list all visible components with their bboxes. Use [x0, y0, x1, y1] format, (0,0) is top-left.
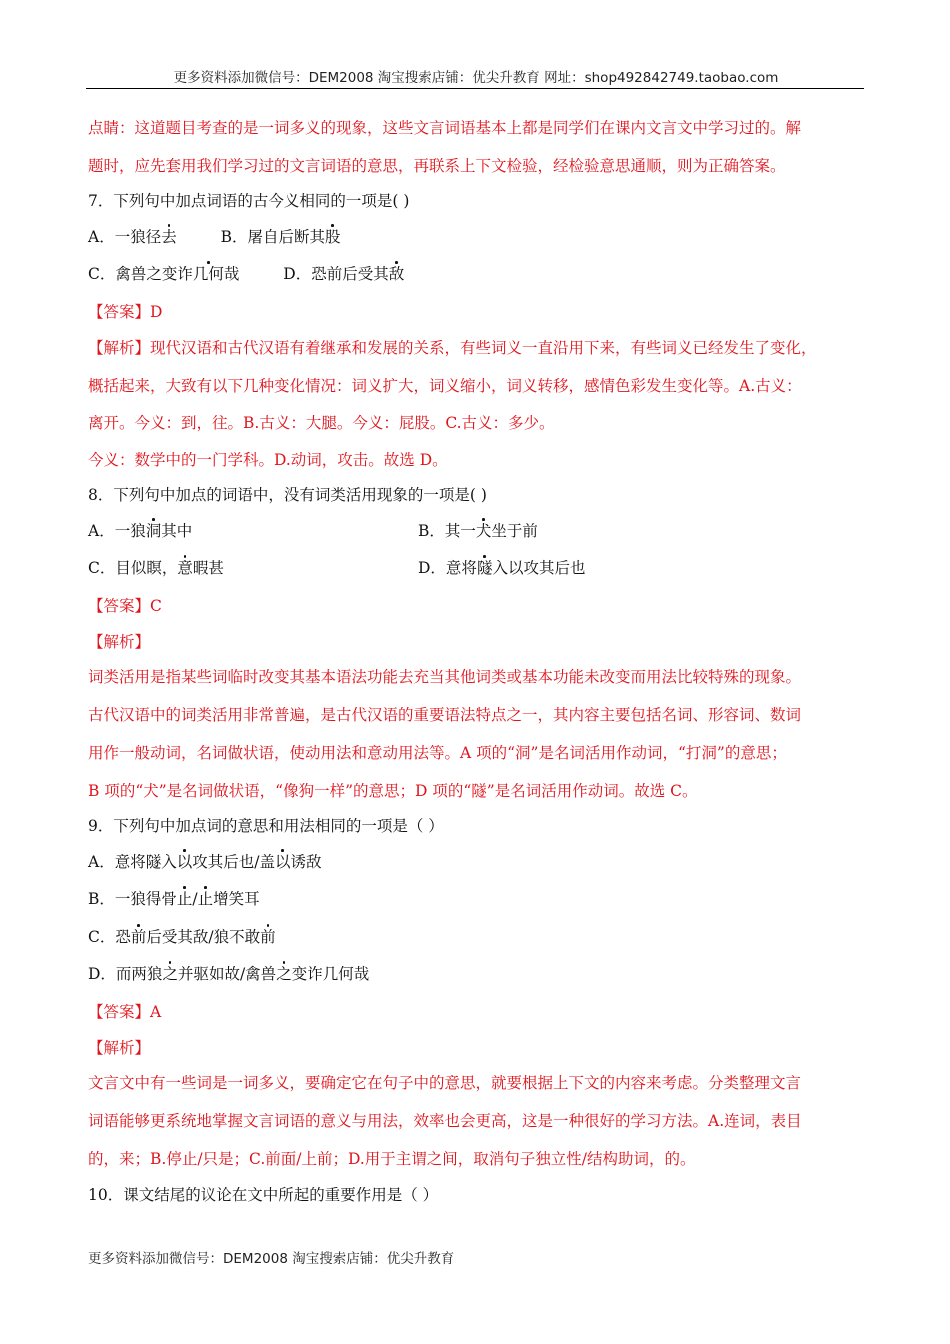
q7-option-b: B．屠自后断其股 [220, 228, 341, 246]
q7-explanation-2: 概括起来，大致有以下几种变化情况：词义扩大，词义缩小，词义转移，感情色彩发生变化等。A.古义： [88, 377, 802, 395]
tip-line-2: 题时，应先套用我们学习过的文言词语的意思，再联系上下文检验，经检验意思通顺，则为正确答案。 [88, 157, 786, 175]
q9-explanation-1: 文言文中有一些词是一词多义，要确定它在句子中的意思，就要根据上下文的内容来考虑。分类整理文言 [88, 1074, 802, 1092]
q8-explanation-head: 【解析】 [88, 633, 151, 651]
q8-explanation-4: B 项的“犬”是名词做状语，“像狗一样”的意思；D 项的“隧”是名词活用作动词。故选 C。 [88, 782, 698, 800]
q7-options-ab [88, 227, 341, 247]
q8-option-d: D．意将隧入以攻其后也 [418, 559, 586, 577]
q8-explanation-1: 词类活用是指某些词临时改变其基本语法功能去充当其他词类或基本功能未改变而用法比较特殊的现象。 [88, 668, 802, 686]
q9-explanation-2: 词语能够更系统地掌握文言词语的意义与用法，效率也会更高，这是一种很好的学习方法。A.连词，表目 [88, 1112, 802, 1130]
q8-explanation-2: 古代汉语中的词类活用非常普遍，是古代汉语的重要语法特点之一，其内容主要包括名词、形容词、数词 [88, 706, 802, 724]
q8-options-ab [88, 521, 864, 541]
q7-options-cd [88, 264, 404, 284]
page-header: 更多资料添加微信号：DEM2008 淘宝搜索店铺：优尖升教育 网址：shop492842749.taobao.com [173, 70, 779, 86]
q9-option-c: C．恐前后受其敌/狼不敢前 [88, 928, 276, 946]
q8-option-c: C．目似瞑，意暇甚 [88, 559, 224, 577]
q9-option-b: B．一狼得骨止/止增笑耳 [88, 890, 260, 908]
q7-explanation-1: 【解析】现代汉语和古代汉语有着继承和发展的关系，有些词义一直沿用下来，有些词义已经发生了变化， [88, 339, 817, 357]
page-footer: 更多资料添加微信号：DEM2008 淘宝搜索店铺：优尖升教育 [88, 1251, 455, 1267]
q9-option-a: A．意将隧入以攻其后也/盖以诱敌 [88, 853, 322, 871]
q8-option-a: A．一狼洞其中 [88, 522, 193, 540]
q8-stem: 8．下列句中加点的词语中，没有词类活用现象的一项是( ) [88, 486, 487, 504]
q7-option-d: D．恐前后受其敌 [283, 265, 405, 283]
q7-stem: 7．下列句中加点词语的古今义相同的一项是( ) [88, 192, 410, 210]
header-divider [86, 88, 864, 89]
q9-stem: 9．下列句中加点词的意思和用法相同的一项是（ ） [88, 817, 444, 835]
q8-explanation-3: 用作一般动词，名词做状语，使动用法和意动用法等。A 项的“洞”是名词活用作动词，“打洞”的意思； [88, 744, 787, 762]
q7-explanation-4: 今义：数学中的一门学科。D.动词，攻击。故选 D。 [88, 451, 448, 469]
q9-answer: 【答案】A [88, 1003, 162, 1021]
q8-answer: 【答案】C [88, 597, 162, 615]
q7-explanation-3: 离开。今义：到，往。B.古义：大腿。今义：屁股。C.古义：多少。 [88, 414, 555, 432]
q9-explanation-3: 的，来；B.停止/只是；C.前面/上前；D.用于主谓之间，取消句子独立性/结构助词，的。 [88, 1150, 696, 1168]
q7-answer: 【答案】D [88, 303, 163, 321]
q7-option-a: A．一狼径去 [88, 228, 177, 246]
q8-options-cd [88, 558, 864, 578]
q8-option-b: B．其一犬坐于前 [418, 522, 538, 540]
tip-line-1: 点睛：这道题目考查的是一词多义的现象，这些文言词语基本上都是同学们在课内文言文中学习过的。解 [88, 119, 802, 137]
q9-option-d: D．而两狼之并驱如故/禽兽之变诈几何哉 [88, 965, 370, 983]
q7-option-c: C．禽兽之变诈几何哉 [88, 265, 240, 283]
q10-stem: 10．课文结尾的议论在文中所起的重要作用是（ ） [88, 1186, 439, 1204]
q9-explanation-head: 【解析】 [88, 1039, 151, 1057]
